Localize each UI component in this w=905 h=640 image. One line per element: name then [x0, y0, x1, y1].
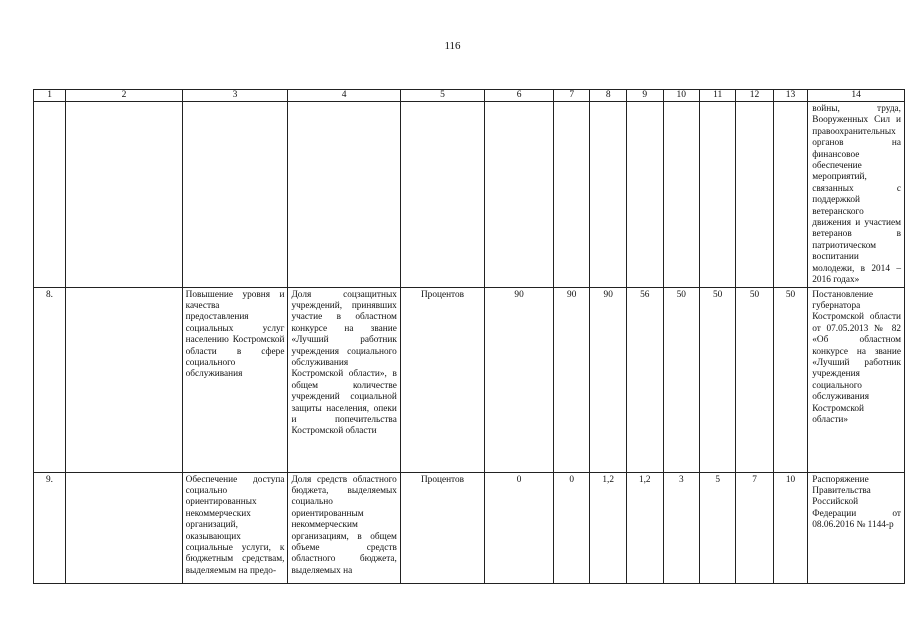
row-number: 8. — [34, 287, 66, 472]
column-header: 8 — [590, 90, 627, 102]
unit-cell: Процентов — [400, 472, 484, 583]
column-number-row — [34, 90, 905, 102]
value-cell: 0 — [485, 472, 554, 583]
table-row — [34, 287, 905, 472]
value-cell: 50 — [736, 287, 773, 472]
value-cell: 0 — [554, 472, 590, 583]
page-number: 116 — [444, 40, 461, 52]
value-cell: 7 — [736, 472, 773, 583]
value-cell: 1,2 — [590, 472, 627, 583]
cell — [66, 472, 182, 583]
value-cell — [736, 102, 773, 288]
table-row — [34, 102, 905, 288]
column-header: 11 — [699, 90, 735, 102]
document-cell: Распоряжение Правительства Российской Федерации от 08.06.2016 № 1144-р — [808, 472, 905, 583]
column-header: 6 — [485, 90, 554, 102]
value-cell — [773, 102, 808, 288]
value-cell: 90 — [590, 287, 627, 472]
indicators-table — [33, 89, 905, 584]
value-cell: 50 — [699, 287, 735, 472]
indicator-cell: Доля средств областного бюджета, выделяемых социально ориентированным некоммерческим организациям, в общем объеме средств областного бюджета, выделяемых на — [288, 472, 400, 583]
unit-cell — [400, 102, 484, 288]
cell — [66, 287, 182, 472]
value-cell — [554, 102, 590, 288]
indicator-cell — [288, 102, 400, 288]
value-cell: 1,2 — [626, 472, 663, 583]
unit-cell: Процентов — [400, 287, 484, 472]
column-header: 2 — [66, 90, 182, 102]
column-header: 4 — [288, 90, 400, 102]
value-cell — [699, 102, 735, 288]
task-cell: Повышение уровня и качества предоставления социальных услуг населению Костромской области в сфере социального обслуживания — [182, 287, 288, 472]
value-cell — [590, 102, 627, 288]
value-cell — [485, 102, 554, 288]
column-header: 9 — [626, 90, 663, 102]
column-header: 7 — [554, 90, 590, 102]
column-header: 14 — [808, 90, 905, 102]
value-cell: 56 — [626, 287, 663, 472]
table-row — [34, 472, 905, 583]
document-cell: войны, труда, Вооруженных Сил и правоохранительных органов на финансовое обеспечение мероприятий, связанных с поддержкой ветеранского движения и участием ветеранов в патриотическом воспитании молодежи, в 2014 – 2016 годах» — [808, 102, 905, 288]
value-cell: 3 — [663, 472, 699, 583]
task-cell — [182, 102, 288, 288]
value-cell: 90 — [485, 287, 554, 472]
row-number — [34, 102, 66, 288]
column-header: 13 — [773, 90, 808, 102]
value-cell — [663, 102, 699, 288]
indicator-cell: Доля соцзащитных учреждений, принявших участие в областном конкурсе на звание «Лучший работник учреждения социального обслуживания Костромской области», в общем количестве учреждений социальной защиты населения, опеки и попечительства Костромской области — [288, 287, 400, 472]
column-header: 10 — [663, 90, 699, 102]
value-cell: 5 — [699, 472, 735, 583]
value-cell — [626, 102, 663, 288]
column-header: 1 — [34, 90, 66, 102]
value-cell: 50 — [773, 287, 808, 472]
value-cell: 90 — [554, 287, 590, 472]
column-header: 3 — [182, 90, 288, 102]
document-cell: Постановление губернатора Костромской области от 07.05.2013 № 82 «Об областном конкурсе на звание «Лучший работник учреждения социального обслуживания Костромской области» — [808, 287, 905, 472]
row-number: 9. — [34, 472, 66, 583]
value-cell: 50 — [663, 287, 699, 472]
value-cell: 10 — [773, 472, 808, 583]
cell — [66, 102, 182, 288]
column-header: 12 — [736, 90, 773, 102]
column-header: 5 — [400, 90, 484, 102]
task-cell: Обеспечение доступа социально ориентированных некоммерческих организаций, оказывающих социальные услуги, к бюджетным средствам, выделяемым на предо- — [182, 472, 288, 583]
